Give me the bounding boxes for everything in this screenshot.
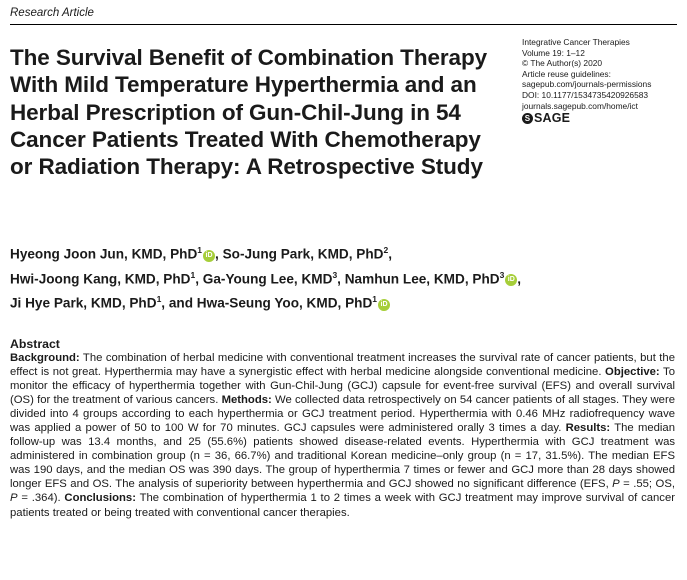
abstract-heading: Abstract — [10, 337, 60, 351]
author-name: Namhun Lee, KMD, PhD — [344, 271, 500, 287]
abstract-section-label: Results: — [565, 422, 611, 435]
affiliation-marker: 1 — [190, 269, 196, 280]
abstract-text: The median follow-up was 13.4 months, and 25 (55.6%) patients showed disease-related events. Hyperthermia with GCJ treatment was administered in combination group (n = 36, 66.7%) and traditional Korean medicine–only group (n = 17, 31.5%). The median EFS was 190 days, and the median OS was 390 days. The group of hyperthermia 7 times or fewer and GCJ more than 28 days showed longer EFS and OS. The analysis of superiority between hyperthermia and GCJ showed no significant difference (EFS, — [10, 422, 676, 491]
abstract-text: P — [612, 478, 620, 491]
abstract-text: = .364). — [17, 492, 65, 505]
orcid-icon[interactable]: iD — [203, 250, 215, 262]
abstract-section-label: Methods: — [221, 394, 272, 407]
copyright-notice: © The Author(s) 2020 — [522, 58, 603, 69]
doi-link[interactable]: DOI: 10.1177/1534735420926583 — [522, 89, 649, 100]
affiliation-marker: 1 — [156, 294, 162, 305]
affiliation-marker: 3 — [332, 269, 338, 280]
header-rule — [10, 24, 677, 25]
journal-homepage-link[interactable]: journals.sagepub.com/home/ict — [522, 100, 638, 111]
article-type-label: Research Article — [10, 7, 94, 19]
affiliation-marker: 2 — [383, 245, 389, 255]
affiliation-marker: 1 — [372, 294, 377, 305]
author-name: Hwi-Joong Kang, KMD, PhD — [10, 271, 191, 287]
affiliation-marker: 1 — [197, 245, 203, 255]
abstract-body — [10, 351, 675, 520]
reuse-guidelines-label: Article reuse guidelines: — [522, 68, 611, 79]
abstract-text: We collected data retrospectively on 54 cancer patients of all stages. They were divided into 4 groups according to each hyperthermia or GCJ treatment period. Hyperthermia with 0.46 MHz radiofrequency wave was applied a power of 50 to 100 W for 70 minutes. GCJ capsules were administered orally 3 times a day. — [10, 394, 676, 435]
author-name: Hyeong Joon Jun, KMD, PhD — [10, 246, 198, 262]
publisher-logo — [522, 113, 682, 124]
abstract-text: P — [10, 492, 18, 505]
author-list: Hyeong Joon Jun, KMD, PhD$^1$iD , So-Jung Park, KMD, PhD$^2$, Hwi-Joong Kang, KMD, PhD$^1$, Ga-Young Lee, KMD$^3$, Namhun Lee, KMD, PhD$^3$iD , Ji Hye Park, KMD, PhD$^1$, and Hwa-Seung Yoo, KMD, PhD$^1$iD — [10, 245, 522, 311]
sage-logo-icon: S — [522, 113, 533, 124]
journal-name: Integrative Cancer Therapies — [522, 37, 630, 47]
abstract-text: The combination of herbal medicine with conventional treatment increases the survival rate of cancer patients, but the effect is not great. Hyperthermia may have a synergistic effect with herbal medicine alongside conventional medicine. — [10, 352, 675, 379]
journal-volume: Volume 19: 1–12 — [522, 47, 585, 58]
affiliation-marker: 3 — [499, 269, 505, 280]
permissions-link[interactable]: sagepub.com/journals-permissions — [522, 79, 652, 90]
orcid-icon[interactable]: iD — [505, 274, 517, 286]
abstract-text: = .55; OS, — [619, 478, 675, 491]
author-name: Hwa-Seung Yoo, KMD, PhD — [196, 295, 373, 311]
author-name: So-Jung Park, KMD, PhD — [222, 246, 384, 262]
publisher-logo-text: SAGE — [534, 111, 571, 126]
abstract-text: To monitor the efficacy of hyperthermia together with Gun-Chil-Jung (GCJ) capsule for event-free survival (EFS) and overall survival (OS) for the treatment of various cancers. — [10, 366, 675, 407]
abstract-text: The combination of hyperthermia 1 to 2 times a week with GCJ treatment may improve survival of cancer patients treated or being treated with conventional cancer therapies. — [10, 492, 675, 519]
article-title: The Survival Benefit of Combination Therapy With Mild Temperature Hyperthermia and an Herbal Prescription of Gun-Chil-Jung in 54 Cancer Patients Treated With Chemotherapy or Radiation Therapy: A Retrospective Study — [10, 45, 488, 180]
author-name: Ga-Young Lee, KMD — [202, 271, 333, 287]
abstract-section-label: Background: — [10, 352, 80, 364]
orcid-icon[interactable]: iD — [378, 299, 390, 311]
abstract-section-label: Objective: — [605, 366, 660, 379]
author-name: Ji Hye Park, KMD, PhD — [10, 295, 157, 311]
abstract-section-label: Conclusions: — [64, 492, 136, 505]
journal-metadata — [522, 37, 682, 124]
